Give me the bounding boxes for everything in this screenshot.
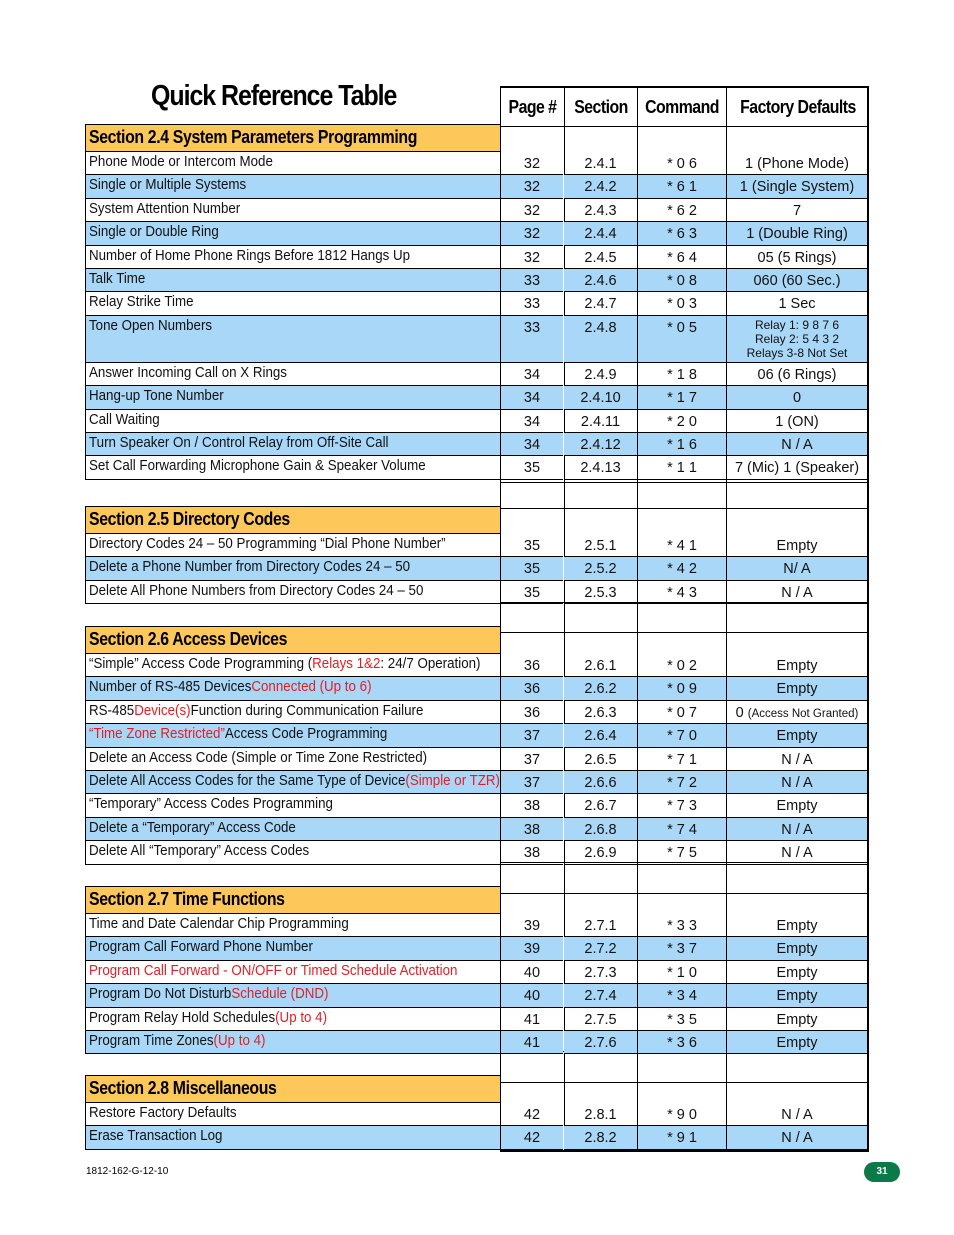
- table-row: [85, 316, 869, 363]
- row-page: 38: [501, 841, 563, 864]
- row-default: Empty: [727, 984, 867, 1007]
- row-command: * 7 0: [638, 724, 726, 747]
- table-row: [85, 581, 869, 604]
- row-section: 2.8.1: [564, 1103, 637, 1126]
- row-default: Empty: [727, 654, 867, 677]
- row-default: 1 (Phone Mode): [727, 152, 867, 175]
- row-default: Empty: [727, 937, 867, 960]
- row-command: * 0 9: [638, 677, 726, 700]
- row-default: 06 (6 Rings): [727, 363, 867, 386]
- row-section: 2.4.1: [564, 152, 637, 175]
- row-description: Turn Speaker On / Control Relay from Off-Site Call: [85, 433, 500, 456]
- table-divider: [501, 508, 867, 509]
- row-section: 2.4.7: [564, 292, 637, 315]
- row-section: 2.4.6: [564, 269, 637, 292]
- row-command: * 1 0: [638, 961, 726, 984]
- row-section: 2.4.12: [564, 433, 637, 456]
- row-page: 36: [501, 701, 563, 724]
- row-section: 2.4.4: [564, 222, 637, 245]
- table-row: [85, 1031, 869, 1054]
- row-page: 34: [501, 410, 563, 433]
- row-page: 37: [501, 748, 563, 771]
- row-page: 39: [501, 937, 563, 960]
- row-command: * 1 7: [638, 386, 726, 409]
- row-default: Empty: [727, 914, 867, 937]
- row-page: 35: [501, 557, 563, 580]
- row-command: * 3 3: [638, 914, 726, 937]
- section-heading: [85, 886, 501, 914]
- row-section: 2.7.1: [564, 914, 637, 937]
- row-description: Time and Date Calendar Chip Programming: [85, 914, 500, 937]
- row-description: Call Waiting: [85, 410, 500, 433]
- row-command: * 0 3: [638, 292, 726, 315]
- row-section: 2.6.9: [564, 841, 637, 864]
- table-row: [85, 984, 869, 1007]
- row-default: Empty: [727, 724, 867, 747]
- row-section: 2.6.4: [564, 724, 637, 747]
- row-section: 2.8.2: [564, 1126, 637, 1149]
- row-section: 2.5.3: [564, 581, 637, 604]
- row-page: 32: [501, 199, 563, 222]
- row-section: 2.4.11: [564, 410, 637, 433]
- row-page: 33: [501, 269, 563, 292]
- row-section: 2.6.5: [564, 748, 637, 771]
- table-row: [85, 410, 869, 433]
- row-command: * 1 6: [638, 433, 726, 456]
- table-row: [85, 677, 869, 700]
- row-command: * 9 0: [638, 1103, 726, 1126]
- row-command: * 9 1: [638, 1126, 726, 1149]
- row-description: Number of RS-485 DevicesConnected (Up to 6): [85, 677, 500, 700]
- row-page: 33: [501, 316, 563, 363]
- row-command: * 6 2: [638, 199, 726, 222]
- row-description: Single or Multiple Systems: [85, 175, 500, 198]
- row-description: Talk Time: [85, 269, 500, 292]
- row-section: 2.5.1: [564, 534, 637, 557]
- table-divider: [501, 632, 867, 633]
- table-row: [85, 1103, 869, 1126]
- row-section: 2.7.3: [564, 961, 637, 984]
- section-heading: [85, 1075, 501, 1103]
- row-description: Delete an Access Code (Simple or Time Zone Restricted): [85, 748, 500, 771]
- row-description: “Temporary” Access Codes Programming: [85, 794, 500, 817]
- row-section: 2.4.8: [564, 316, 637, 363]
- row-default: N / A: [727, 581, 867, 604]
- row-default: 1 (ON): [727, 410, 867, 433]
- row-page: 40: [501, 961, 563, 984]
- row-page: 35: [501, 456, 563, 479]
- row-description: “Time Zone Restricted”Access Code Programming: [85, 724, 500, 747]
- row-page: 32: [501, 152, 563, 175]
- row-command: * 6 3: [638, 222, 726, 245]
- table-row: [85, 818, 869, 841]
- row-default: 060 (60 Sec.): [727, 269, 867, 292]
- row-description: Program Call Forward - ON/OFF or Timed Schedule Activation: [85, 961, 500, 984]
- row-section: 2.4.13: [564, 456, 637, 479]
- row-description: Delete All Phone Numbers from Directory Codes 24 – 50: [85, 581, 500, 604]
- row-command: * 3 6: [638, 1031, 726, 1054]
- row-description: Delete a Phone Number from Directory Codes 24 – 50: [85, 557, 500, 580]
- row-command: * 0 2: [638, 654, 726, 677]
- row-page: 36: [501, 677, 563, 700]
- row-default: N/ A: [727, 557, 867, 580]
- page-title: Quick Reference Table: [151, 80, 397, 112]
- row-page: 37: [501, 724, 563, 747]
- row-default: N / A: [727, 1103, 867, 1126]
- row-default: Empty: [727, 1008, 867, 1031]
- row-description: Program Relay Hold Schedules(Up to 4): [85, 1008, 500, 1031]
- row-command: * 2 0: [638, 410, 726, 433]
- table-row: [85, 1008, 869, 1031]
- row-command: * 3 7: [638, 937, 726, 960]
- row-page: 33: [501, 292, 563, 315]
- section-heading-label: Section 2.8 Miscellaneous: [89, 1078, 277, 1098]
- row-command: * 7 3: [638, 794, 726, 817]
- row-page: 42: [501, 1103, 563, 1126]
- row-command: * 1 8: [638, 363, 726, 386]
- row-page: 34: [501, 386, 563, 409]
- table-row: [85, 456, 869, 479]
- row-default: 0 (Access Not Granted): [727, 701, 867, 724]
- row-page: 38: [501, 794, 563, 817]
- row-description: Relay Strike Time: [85, 292, 500, 315]
- row-section: 2.4.10: [564, 386, 637, 409]
- row-section: 2.6.6: [564, 771, 637, 794]
- row-page: 40: [501, 984, 563, 1007]
- row-command: * 0 8: [638, 269, 726, 292]
- table-row: [85, 269, 869, 292]
- row-section: 2.7.6: [564, 1031, 637, 1054]
- row-default: Empty: [727, 794, 867, 817]
- row-page: 32: [501, 222, 563, 245]
- row-description: Delete All “Temporary” Access Codes: [85, 841, 500, 864]
- row-description: Single or Double Ring: [85, 222, 500, 245]
- row-default: 05 (5 Rings): [727, 246, 867, 269]
- row-description: “Simple” Access Code Programming (Relays 1&2: 24/7 Operation): [85, 654, 500, 677]
- header-page: Page #: [508, 97, 557, 117]
- row-page: 34: [501, 363, 563, 386]
- table-row: [85, 199, 869, 222]
- row-description: Program Time Zones(Up to 4): [85, 1031, 500, 1054]
- row-description: Hang-up Tone Number: [85, 386, 500, 409]
- row-default: Empty: [727, 534, 867, 557]
- table-row: [85, 701, 869, 724]
- row-description: Directory Codes 24 – 50 Programming “Dial Phone Number”: [85, 534, 500, 557]
- row-description: Answer Incoming Call on X Rings: [85, 363, 500, 386]
- row-section: 2.7.4: [564, 984, 637, 1007]
- row-command: * 6 1: [638, 175, 726, 198]
- row-command: * 7 1: [638, 748, 726, 771]
- row-page: 37: [501, 771, 563, 794]
- table-divider: [501, 1082, 867, 1083]
- section-heading: [85, 506, 501, 534]
- table-row: [85, 914, 869, 937]
- table-row: [85, 222, 869, 245]
- row-page: 32: [501, 175, 563, 198]
- row-command: * 4 2: [638, 557, 726, 580]
- row-default: N / A: [727, 841, 867, 864]
- row-section: 2.4.9: [564, 363, 637, 386]
- row-page: 42: [501, 1126, 563, 1149]
- header-factory-defaults: Factory Defaults: [740, 97, 856, 117]
- row-section: 2.6.2: [564, 677, 637, 700]
- row-description: Restore Factory Defaults: [85, 1103, 500, 1126]
- section-heading-label: Section 2.7 Time Functions: [89, 889, 285, 909]
- table-row: [85, 363, 869, 386]
- row-section: 2.6.8: [564, 818, 637, 841]
- row-page: 32: [501, 246, 563, 269]
- table-row: [85, 557, 869, 580]
- table-divider: [501, 482, 867, 483]
- row-default: 7 (Mic) 1 (Speaker): [727, 456, 867, 479]
- section-heading-label: Section 2.5 Directory Codes: [89, 509, 290, 529]
- row-command: * 7 2: [638, 771, 726, 794]
- row-description: Phone Mode or Intercom Mode: [85, 152, 500, 175]
- row-description: Tone Open Numbers: [85, 316, 500, 363]
- table-row: [85, 175, 869, 198]
- row-default: 7: [727, 199, 867, 222]
- row-command: * 0 6: [638, 152, 726, 175]
- row-default: Empty: [727, 961, 867, 984]
- row-description: Number of Home Phone Rings Before 1812 Hangs Up: [85, 246, 500, 269]
- row-command: * 4 3: [638, 581, 726, 604]
- row-default: 1 (Single System): [727, 175, 867, 198]
- row-default: N / A: [727, 1126, 867, 1149]
- row-command: * 3 4: [638, 984, 726, 1007]
- row-command: * 3 5: [638, 1008, 726, 1031]
- row-default: 0: [727, 386, 867, 409]
- row-description: System Attention Number: [85, 199, 500, 222]
- row-section: 2.6.7: [564, 794, 637, 817]
- row-section: 2.7.5: [564, 1008, 637, 1031]
- row-default: N / A: [727, 771, 867, 794]
- row-section: 2.5.2: [564, 557, 637, 580]
- row-page: 41: [501, 1008, 563, 1031]
- section-heading: [85, 626, 501, 654]
- table-row: [85, 771, 869, 794]
- row-default: N / A: [727, 818, 867, 841]
- row-command: * 0 7: [638, 701, 726, 724]
- row-command: * 7 4: [638, 818, 726, 841]
- row-default: N / A: [727, 433, 867, 456]
- row-default: 1 Sec: [727, 292, 867, 315]
- row-description: Set Call Forwarding Microphone Gain & Speaker Volume: [85, 456, 500, 479]
- table-row: [85, 961, 869, 984]
- table-row: [85, 1126, 869, 1149]
- section-heading-label: Section 2.4 System Parameters Programming: [89, 127, 418, 147]
- section-heading-label: Section 2.6 Access Devices: [89, 629, 288, 649]
- section-heading: [85, 124, 501, 152]
- row-default: Relay 1: 9 8 7 6 Relay 2: 5 4 3 2 Relays 3-8 Not Set: [727, 316, 867, 363]
- row-command: * 1 1: [638, 456, 726, 479]
- document-id: 1812-162-G-12-10: [86, 1166, 169, 1177]
- row-description: RS-485Device(s)Function during Communication Failure: [85, 701, 500, 724]
- row-command: * 0 5: [638, 316, 726, 363]
- row-page: 34: [501, 433, 563, 456]
- row-command: * 6 4: [638, 246, 726, 269]
- row-page: 38: [501, 818, 563, 841]
- table-row: [85, 152, 869, 175]
- table-row: [85, 534, 869, 557]
- table-row: [85, 748, 869, 771]
- row-description: Program Do Not DisturbSchedule (DND): [85, 984, 500, 1007]
- row-section: 2.4.2: [564, 175, 637, 198]
- table-row: [85, 841, 869, 864]
- row-description: Erase Transaction Log: [85, 1126, 500, 1149]
- table-row: [85, 433, 869, 456]
- row-default: 1 (Double Ring): [727, 222, 867, 245]
- header-section: Section: [574, 97, 628, 117]
- row-default: Empty: [727, 1031, 867, 1054]
- table-row: [85, 386, 869, 409]
- row-section: 2.6.1: [564, 654, 637, 677]
- header-command: Command: [645, 97, 719, 117]
- table-row: [85, 794, 869, 817]
- row-page: 39: [501, 914, 563, 937]
- row-description: Delete All Access Codes for the Same Type of Device(Simple or TZR): [85, 771, 500, 794]
- page-number-badge: 31: [864, 1162, 900, 1182]
- row-section: 2.4.5: [564, 246, 637, 269]
- row-page: 36: [501, 654, 563, 677]
- row-default: N / A: [727, 748, 867, 771]
- row-page: 41: [501, 1031, 563, 1054]
- row-command: * 7 5: [638, 841, 726, 864]
- row-section: 2.4.3: [564, 199, 637, 222]
- table-row: [85, 246, 869, 269]
- row-description: Program Call Forward Phone Number: [85, 937, 500, 960]
- row-default: Empty: [727, 677, 867, 700]
- table-divider: [501, 126, 867, 127]
- table-row: [85, 654, 869, 677]
- row-section: 2.7.2: [564, 937, 637, 960]
- row-page: 35: [501, 581, 563, 604]
- row-command: * 4 1: [638, 534, 726, 557]
- table-divider: [501, 893, 867, 894]
- table-row: [85, 292, 869, 315]
- table-row: [85, 724, 869, 747]
- row-description: Delete a “Temporary” Access Code: [85, 818, 500, 841]
- row-section: 2.6.3: [564, 701, 637, 724]
- table-row: [85, 937, 869, 960]
- row-page: 35: [501, 534, 563, 557]
